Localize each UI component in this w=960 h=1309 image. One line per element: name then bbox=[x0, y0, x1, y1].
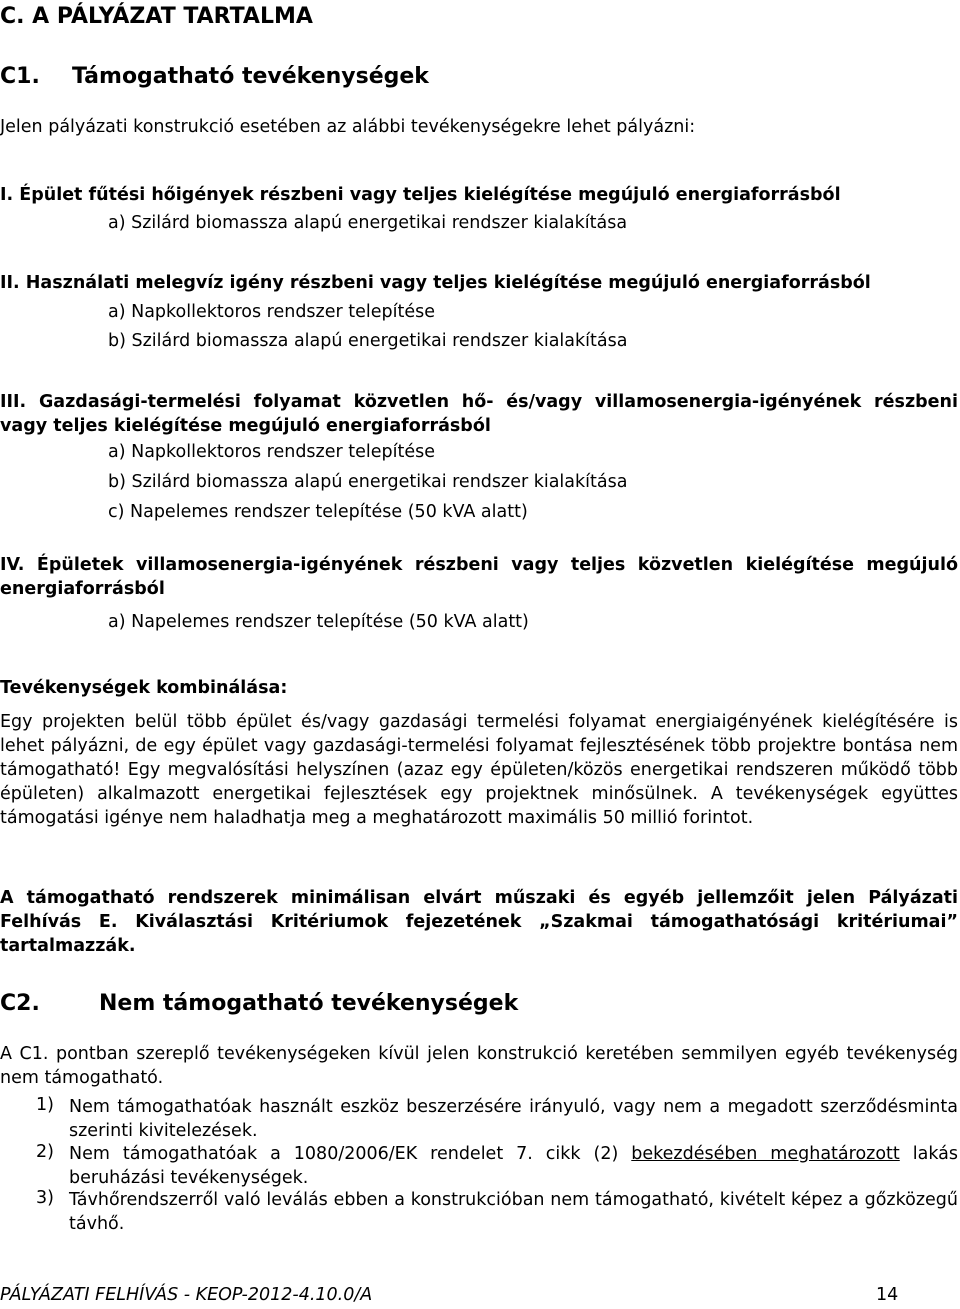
combination-title: Tevékenységek kombinálása: bbox=[0, 678, 288, 698]
intro-text: Jelen pályázati konstrukció esetében az alábbi tevékenységekre lehet pályázni: bbox=[0, 117, 696, 137]
combination-text: Egy projekten belül több épület és/vagy gazdasági termelési folyamat energiaigényének kielégítésére is lehet pályázni, de egy épület vagy gazdasági-termelési folyamat fejlesztésének több projektre bontása nem támogatható! Egy megvalósítási helyszínen (azaz egy épületen/közös energetikai rendszeren működő több épületen) alkalmazott energetikai fejlesztések egy projektnek minősülnek. A tevékenységek együttes támogatási igénye nem haladhatja meg a meghatározott maximális 50 millió forintot. bbox=[0, 712, 958, 828]
section-iv-title: IV. Épületek villamosenergia-igényének részbeni vagy teljes közvetlen kielégítése megújuló energiaforrásból bbox=[0, 555, 958, 599]
requirements-note: A támogatható rendszerek minimálisan elvárt műszaki és egyéb jellemzőit jelen Pályázati Felhívás E. Kiválasztási Kritériumok fejezetének „Szakmai támogathatósági kritériumai” tartalmazzák. bbox=[0, 888, 958, 956]
section-iii-item: a) Napkollektoros rendszer telepítése bbox=[108, 442, 435, 462]
section-iii-item: b) Szilárd biomassza alapú energetikai rendszer kialakítása bbox=[108, 472, 628, 492]
c2-number: C2. bbox=[0, 991, 40, 1016]
section-iii-title: III. Gazdasági-termelési folyamat közvetlen hő- és/vagy villamosenergia-igényének részbeni vagy teljes kielégítése megújuló energiaforrásból bbox=[0, 392, 958, 436]
list-item-text: Nem támogathatóak a 1080/2006/EK rendelet 7. cikk (2) bekezdésében meghatározott lakás beruházási tevékenységek. bbox=[69, 1144, 958, 1188]
section-iv-item: a) Napelemes rendszer telepítése (50 kVA alatt) bbox=[108, 612, 529, 632]
section-ii-item: a) Napkollektoros rendszer telepítése bbox=[108, 302, 435, 322]
c2-intro-text: A C1. pontban szereplő tevékenységeken kívül jelen konstrukció keretében semmilyen egyéb tevékenység nem támogatható. bbox=[0, 1044, 958, 1088]
footer-title: PÁLYÁZATI FELHÍVÁS - KEOP-2012-4.10.0/A bbox=[0, 1285, 373, 1305]
list-item-text: Távhőrendszerről való leválás ebben a konstrukcióban nem támogatható, kivételt képez a gőzközegű távhő. bbox=[69, 1190, 958, 1234]
c1-title: Támogatható tevékenységek bbox=[72, 64, 429, 89]
c1-number: C1. bbox=[0, 64, 40, 89]
list-item-number: 3) bbox=[36, 1188, 54, 1208]
list-item-number: 1) bbox=[36, 1095, 54, 1115]
underlined-phrase: bekezdésében meghatározott bbox=[631, 1144, 900, 1164]
list-item-number: 2) bbox=[36, 1142, 54, 1162]
section-i-item: a) Szilárd biomassza alapú energetikai rendszer kialakítása bbox=[108, 213, 628, 233]
section-ii-item: b) Szilárd biomassza alapú energetikai rendszer kialakítása bbox=[108, 331, 628, 351]
page-number: 14 bbox=[876, 1285, 899, 1305]
section-iii-item: c) Napelemes rendszer telepítése (50 kVA alatt) bbox=[108, 502, 528, 522]
list-item-text: Nem támogathatóak használt eszköz beszerzésére irányuló, vagy nem a megadott szerződésminta szerinti kivitelezések. bbox=[69, 1097, 958, 1141]
section-i-title: I. Épület fűtési hőigények részbeni vagy teljes kielégítése megújuló energiaforrásból bbox=[0, 185, 841, 205]
section-ii-title: II. Használati melegvíz igény részbeni vagy teljes kielégítése megújuló energiaforrásból bbox=[0, 273, 871, 293]
c2-title: Nem támogatható tevékenységek bbox=[99, 991, 519, 1016]
section-heading: C. A PÁLYÁZAT TARTALMA bbox=[0, 4, 313, 29]
